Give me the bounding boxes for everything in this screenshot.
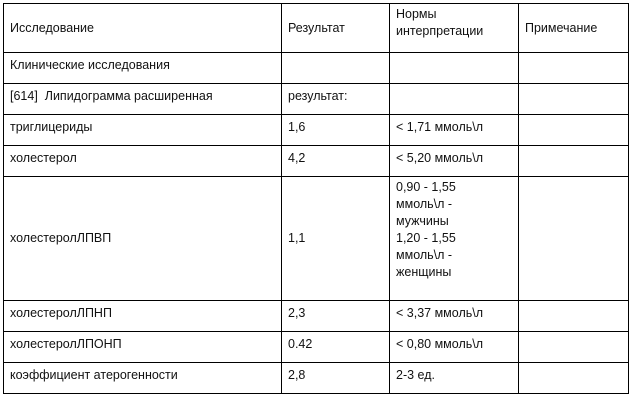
table-row [4,332,629,363]
test-name: холестеролЛПОНП [4,332,282,363]
test-note [519,301,629,332]
test-result: 1,6 [282,115,390,146]
norm-line: 1,20 - 1,55 [396,231,456,245]
norm-line: женщины [396,265,452,279]
test-note [519,146,629,177]
empty-cell [519,84,629,115]
header-note: Примечание [519,4,629,53]
test-result: 0.42 [282,332,390,363]
header-norms: Нормы интерпретации [390,4,519,53]
test-result: 1,1 [282,177,390,301]
section-row [4,53,629,84]
test-name: холестерол [4,146,282,177]
lipid-results-table [3,3,629,394]
empty-cell [390,84,519,115]
panel-result-label: результат: [282,84,390,115]
table-row [4,363,629,394]
test-note [519,332,629,363]
table-row [4,115,629,146]
test-norm [390,177,519,301]
test-name: коэффициент атерогенности [4,363,282,394]
header-test: Исследование [4,4,282,53]
test-note [519,177,629,301]
test-norm: < 0,80 ммоль\л [390,332,519,363]
norm-line: ммоль\л - [396,248,453,262]
norm-line: мужчины [396,214,449,228]
test-note [519,363,629,394]
norm-line: 0,90 - 1,55 [396,180,456,194]
section-title: Клинические исследования [4,53,282,84]
panel-row [4,84,629,115]
table-row [4,146,629,177]
empty-cell [282,53,390,84]
test-name: холестеролЛПНП [4,301,282,332]
table-row [4,177,629,301]
header-row [4,4,629,53]
norm-line: ммоль\л - [396,197,453,211]
panel-name: [614] Липидограмма расширенная [4,84,282,115]
test-note [519,115,629,146]
test-norm: 2-3 ед. [390,363,519,394]
test-result: 4,2 [282,146,390,177]
test-norm: < 3,37 ммоль\л [390,301,519,332]
test-name: триглицериды [4,115,282,146]
empty-cell [519,53,629,84]
test-norm: < 5,20 ммоль\л [390,146,519,177]
header-result: Результат [282,4,390,53]
test-result: 2,3 [282,301,390,332]
empty-cell [390,53,519,84]
test-norm: < 1,71 ммоль\л [390,115,519,146]
test-name: холестеролЛПВП [4,177,282,301]
test-result: 2,8 [282,363,390,394]
table-row [4,301,629,332]
